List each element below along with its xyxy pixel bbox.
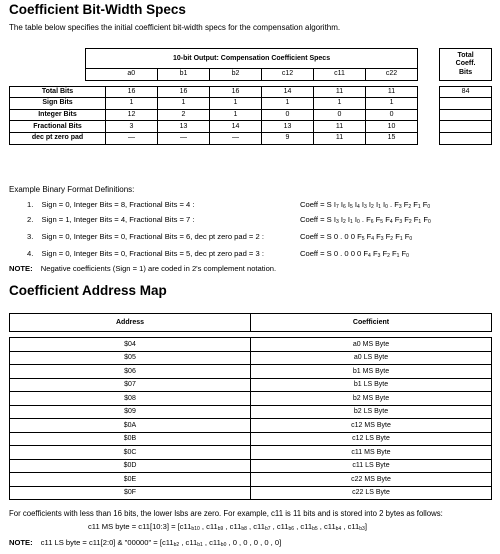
spec-cell: 0 xyxy=(262,109,314,121)
note-label: NOTE: xyxy=(9,264,33,273)
ms-bits: $_{b10}$ , $c11_{b9}$ , $c11_{b8}$ , $c11_{b7}$ , $c11_{b6}$ , $c11_{b5}$ , $c11_{b4}$ , $c11_{b3}$] xyxy=(191,522,367,532)
spec-row xyxy=(10,109,492,121)
coeff-bits: $F_4$ $F_3$ $F_2$ $F_1$ $F_0$ xyxy=(361,249,409,259)
total-cell: 84 xyxy=(440,86,492,98)
gap-cell xyxy=(418,69,440,81)
total-header-line: Total xyxy=(457,51,474,59)
spec-row xyxy=(10,86,492,98)
intro-paragraph: The table below specifies the initial coefficient bit-width specs for the compensation algorithm. xyxy=(9,23,341,32)
table-row xyxy=(10,392,492,406)
example-item xyxy=(27,200,194,209)
col-header-b1: b1 xyxy=(158,69,210,81)
address-cell: $09 xyxy=(10,405,251,419)
table-row xyxy=(10,365,492,379)
coeff-prefix: Coeff = S 0 . 0 0 0 xyxy=(300,249,362,258)
spec-cell: 16 xyxy=(210,86,262,98)
example-item xyxy=(27,232,264,241)
spec-cell: 14 xyxy=(210,121,262,133)
col-header-address: Address xyxy=(10,314,251,332)
spec-cell: 11 xyxy=(314,121,366,133)
spec-row xyxy=(10,121,492,133)
spec-row xyxy=(10,98,492,110)
coefficient-cell: b2 MS Byte xyxy=(251,392,492,406)
spec-cell: 0 xyxy=(314,109,366,121)
note-label: NOTE: xyxy=(9,538,33,547)
spec-cell: 0 xyxy=(366,109,418,121)
gap-cell xyxy=(418,98,440,110)
gap-cell xyxy=(418,49,440,69)
example-coeff xyxy=(300,200,430,210)
address-cell: $0C xyxy=(10,446,251,460)
col-header-c22: c22 xyxy=(366,69,418,81)
coefficient-cell: a0 LS Byte xyxy=(251,351,492,365)
address-cell: $04 xyxy=(10,338,251,352)
col-gap xyxy=(86,69,106,81)
row-label: dec pt zero pad xyxy=(10,132,106,144)
address-cell: $06 xyxy=(10,365,251,379)
gap-cell xyxy=(418,121,440,133)
spec-row xyxy=(10,132,492,144)
row-label: Sign Bits xyxy=(10,98,106,110)
spec-cell: 13 xyxy=(262,121,314,133)
spec-cell: 11 xyxy=(314,132,366,144)
coeff-bits: $I_7$ $I_6$ $I_5$ $I_4$ $I_3$ $I_2$ $I_1$ $I_0$ . $F_3$ $F_2$ $F_1$ $F_0$ xyxy=(331,200,431,210)
spec-cell: 16 xyxy=(106,86,158,98)
total-header-line: Coeff. xyxy=(455,60,476,68)
empty-corner xyxy=(10,69,86,81)
coefficient-cell: a0 MS Byte xyxy=(251,338,492,352)
section-title-bit-width: Coefficient Bit-Width Specs xyxy=(9,2,186,17)
total-cell xyxy=(440,121,492,133)
spec-cell: — xyxy=(210,132,262,144)
table-row xyxy=(10,338,492,352)
table-row xyxy=(10,446,492,460)
ls-bits: $_{b2}$ , $c11_{b1}$ , $c11_{b0}$ , 0 , 0 , 0 , 0 , 0] xyxy=(173,538,282,548)
spec-cell: 1 xyxy=(210,98,262,110)
empty-corner xyxy=(10,49,86,69)
example-text: Sign = 0, Integer Bits = 0, Fractional Bits = 5, dec pt zero pad = 3 : xyxy=(41,249,264,258)
example-item xyxy=(27,215,194,224)
example-coeff xyxy=(300,232,412,242)
row-label: Integer Bits xyxy=(10,109,106,121)
col-header-c11: c11 xyxy=(314,69,366,81)
coefficient-cell: c22 LS Byte xyxy=(251,486,492,500)
coeff-bits: $I_3$ $I_2$ $I_1$ $I_0$ . $F_6$ $F_5$ $F_4$ $F_3$ $F_2$ $F_1$ $F_0$ xyxy=(331,215,431,225)
section-title-address-map: Coefficient Address Map xyxy=(9,283,167,298)
spec-cell: 1 xyxy=(106,98,158,110)
col-header-b2: b2 xyxy=(210,69,262,81)
spec-cell: 9 xyxy=(262,132,314,144)
address-cell: $0B xyxy=(10,432,251,446)
examples-heading: Example Binary Format Definitions: xyxy=(9,185,135,194)
example-coeff xyxy=(300,215,431,225)
spec-cell: 3 xyxy=(106,121,158,133)
complement-note xyxy=(9,264,276,273)
coefficient-cell: b1 MS Byte xyxy=(251,365,492,379)
table-row xyxy=(10,419,492,433)
spec-cell: 1 xyxy=(210,109,262,121)
spec-cell: 1 xyxy=(262,98,314,110)
col-header-c12: c12 xyxy=(262,69,314,81)
address-map-table xyxy=(9,313,492,500)
example-num: 4. xyxy=(27,249,34,258)
example-num: 3. xyxy=(27,232,34,241)
group-header: 10-bit Output: Compensation Coefficient Specs xyxy=(86,49,418,69)
coefficient-cell: b1 LS Byte xyxy=(251,378,492,392)
ms-prefix: c11 MS byte = c11[10:3] = [c11 xyxy=(88,522,192,531)
example-num: 2. xyxy=(27,215,34,224)
footer-paragraph: For coefficients with less than 16 bits, the lower lsbs are zero. For example, c11 is 11 bits and is stored into 2 bytes as follows: xyxy=(9,509,443,518)
coefficient-cell: b2 LS Byte xyxy=(251,405,492,419)
total-cell xyxy=(440,132,492,144)
spec-cell: 14 xyxy=(262,86,314,98)
address-cell: $08 xyxy=(10,392,251,406)
ms-byte-formula xyxy=(88,522,367,532)
coeff-prefix: Coeff = S xyxy=(300,200,332,209)
spec-cell: — xyxy=(106,132,158,144)
spec-cell: 15 xyxy=(366,132,418,144)
total-header-line: Bits xyxy=(458,68,473,76)
spec-cell: 1 xyxy=(314,98,366,110)
coeff-prefix: Coeff = S 0 . 0 0 xyxy=(300,232,355,241)
example-text: Sign = 0, Integer Bits = 8, Fractional Bits = 4 : xyxy=(41,200,195,209)
coefficient-cell: c12 LS Byte xyxy=(251,432,492,446)
address-cell: $0F xyxy=(10,486,251,500)
gap-cell xyxy=(418,86,440,98)
table-row xyxy=(10,405,492,419)
spec-cell: 2 xyxy=(158,109,210,121)
col-header-coefficient: Coefficient xyxy=(251,314,492,332)
total-coeff-header xyxy=(440,49,492,81)
address-cell: $0D xyxy=(10,459,251,473)
total-cell xyxy=(440,109,492,121)
coeff-bits: $F_5$ $F_4$ $F_3$ $F_2$ $F_1$ $F_0$ xyxy=(354,232,413,242)
example-num: 1. xyxy=(27,200,34,209)
row-label: Total Bits xyxy=(10,86,106,98)
spec-cell: 10 xyxy=(366,121,418,133)
coeff-prefix: Coeff = S xyxy=(300,215,332,224)
address-cell: $07 xyxy=(10,378,251,392)
spec-cell: 11 xyxy=(366,86,418,98)
coefficient-cell: c22 MS Byte xyxy=(251,473,492,487)
bit-width-spec-table xyxy=(9,48,492,145)
col-header-a0: a0 xyxy=(106,69,158,81)
table-row xyxy=(10,351,492,365)
table-row xyxy=(10,432,492,446)
address-cell: $0A xyxy=(10,419,251,433)
table-row xyxy=(10,459,492,473)
example-item xyxy=(27,249,264,258)
gap-cell xyxy=(418,132,440,144)
spec-cell: 11 xyxy=(314,86,366,98)
address-cell: $0E xyxy=(10,473,251,487)
table-row xyxy=(10,378,492,392)
spec-cell: 1 xyxy=(158,98,210,110)
spec-cell: — xyxy=(158,132,210,144)
table-row xyxy=(10,486,492,500)
total-cell xyxy=(440,98,492,110)
address-cell: $05 xyxy=(10,351,251,365)
spec-cell: 1 xyxy=(366,98,418,110)
ls-prefix: c11 LS byte = c11[2:0] & "00000" = [c11 xyxy=(40,538,174,547)
note-text: Negative coefficients (Sign = 1) are coded in 2's complement notation. xyxy=(40,264,277,273)
example-text: Sign = 0, Integer Bits = 0, Fractional Bits = 6, dec pt zero pad = 2 : xyxy=(41,232,264,241)
coefficient-cell: c12 MS Byte xyxy=(251,419,492,433)
gap-cell xyxy=(418,109,440,121)
coefficient-cell: c11 MS Byte xyxy=(251,446,492,460)
spec-cell: 12 xyxy=(106,109,158,121)
row-label: Fractional Bits xyxy=(10,121,106,133)
example-coeff xyxy=(300,249,409,259)
example-text: Sign = 1, Integer Bits = 4, Fractional Bits = 7 : xyxy=(41,215,195,224)
coefficient-cell: c11 LS Byte xyxy=(251,459,492,473)
ls-byte-formula xyxy=(9,538,281,548)
spec-cell: 13 xyxy=(158,121,210,133)
spec-cell: 16 xyxy=(158,86,210,98)
table-row xyxy=(10,473,492,487)
